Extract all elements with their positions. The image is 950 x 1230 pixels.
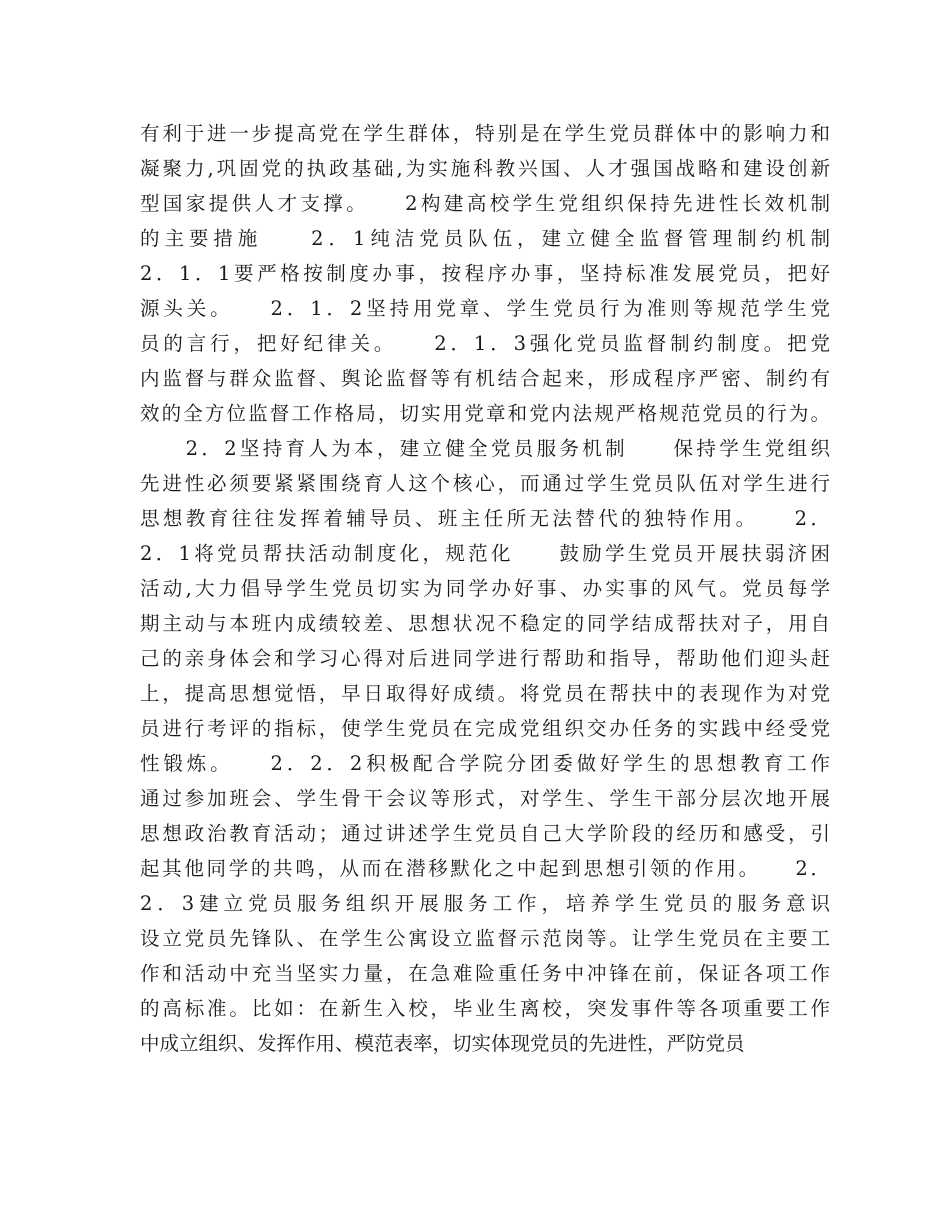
text-line-2: 凝聚力,巩固党的执政基础,为实施科教兴国、人才强国战略和建设创新 [140, 157, 830, 180]
text-line-9: 效的全方位监督工作格局，切实用党章和党内法规严格规范党员的行为。 [140, 402, 830, 425]
text-line-1: 有利于进一步提高党在学生群体，特别是在学生党员群体中的影响力和 [140, 122, 830, 145]
text-line-18: 员进行考评的指标，使学生党员在完成党组织交办任务的实践中经受党 [140, 717, 830, 740]
text-line-7: 员的言行，把好纪律关。 2．1．3强化党员监督制约制度。把党 [140, 332, 830, 355]
text-line-3: 型国家提供人才支撑。 2构建高校学生党组织保持先进性长效机制 [140, 192, 830, 215]
text-line-24: 设立党员先锋队、在学生公寓设立监督示范岗等。让学生党员在主要工 [140, 927, 830, 950]
text-line-22: 起其他同学的共鸣，从而在潜移默化之中起到思想引领的作用。 2． [140, 857, 830, 880]
body-text [140, 116, 830, 1061]
text-line-26: 的高标准。比如：在新生入校，毕业生离校，突发事件等各项重要工作 [140, 997, 830, 1020]
text-line-25: 作和活动中充当坚实力量，在急难险重任务中冲锋在前，保证各项工作 [140, 962, 830, 985]
text-line-5: 2．1．1要严格按制度办事，按程序办事，坚持标准发展党员，把好 [140, 262, 830, 285]
text-line-4: 的主要措施 2．1纯洁党员队伍，建立健全监督管理制约机制 [140, 227, 830, 250]
text-line-11: 先进性必须要紧紧围绕育人这个核心，而通过学生党员队伍对学生进行 [140, 472, 830, 495]
text-line-27: 中成立组织、发挥作用、模范表率，切实体现党员的先进性，严防党员 [140, 1032, 745, 1055]
text-line-12: 思想教育往往发挥着辅导员、班主任所无法替代的独特作用。 2． [140, 507, 830, 530]
text-line-14: 活动,大力倡导学生党员切实为同学办好事、办实事的风气。党员每学 [140, 577, 830, 600]
text-line-20: 通过参加班会、学生骨干会议等形式，对学生、学生干部分层次地开展 [140, 787, 830, 810]
text-line-10: 2．2坚持育人为本，建立健全党员服务机制 保持学生党组织 [140, 437, 830, 460]
text-line-19: 性锻炼。 2．2．2积极配合学院分团委做好学生的思想教育工作 [140, 752, 830, 775]
text-line-21: 思想政治教育活动；通过讲述学生党员自己大学阶段的经历和感受，引 [140, 822, 830, 845]
text-line-8: 内监督与群众监督、舆论监督等有机结合起来，形成程序严密、制约有 [140, 367, 830, 390]
text-line-16: 己的亲身体会和学习心得对后进同学进行帮助和指导，帮助他们迎头赶 [140, 647, 830, 670]
text-line-6: 源头关。 2．1．2坚持用党章、学生党员行为准则等规范学生党 [140, 297, 830, 320]
text-line-15: 期主动与本班内成绩较差、思想状况不稳定的同学结成帮扶对子，用自 [140, 612, 830, 635]
text-line-23: 2．3建立党员服务组织开展服务工作，培养学生党员的服务意识 [140, 892, 830, 915]
text-line-17: 上，提高思想觉悟，早日取得好成绩。将党员在帮扶中的表现作为对党 [140, 682, 830, 705]
text-line-13: 2．1将党员帮扶活动制度化，规范化 鼓励学生党员开展扶弱济困 [140, 542, 830, 565]
